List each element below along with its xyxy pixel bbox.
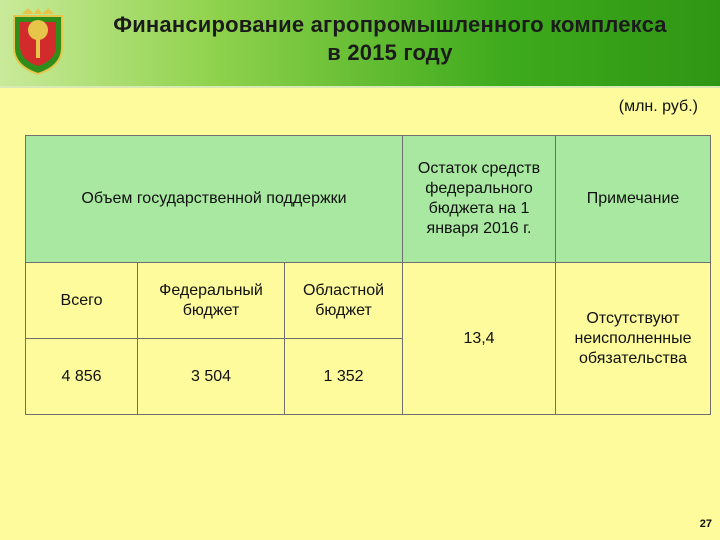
subheader-total: Всего xyxy=(26,263,138,339)
page-title-line-2: в 2015 году xyxy=(327,40,453,65)
value-remainder: 13,4 xyxy=(403,263,556,415)
value-note: Отсутствуют неисполненные обязательства xyxy=(556,263,711,415)
value-federal: 3 504 xyxy=(138,339,285,415)
funding-table xyxy=(25,135,711,415)
subheader-regional: Областной бюджет xyxy=(285,263,403,339)
page-number: 27 xyxy=(699,518,712,530)
value-regional: 1 352 xyxy=(285,339,403,415)
header-support-cell: Объем государственной поддержки xyxy=(26,136,403,263)
coat-of-arms-icon xyxy=(8,6,68,76)
subheader-federal: Федеральный бюджет xyxy=(138,263,285,339)
header-remainder-cell: Остаток средств федерального бюджета на 1 января 2016 г. xyxy=(403,136,556,263)
value-total: 4 856 xyxy=(26,339,138,415)
header-note-cell: Примечание xyxy=(556,136,711,263)
page-title-line-1: Финансирование агропромышленного комплекса xyxy=(113,12,667,37)
header-banner xyxy=(0,0,720,88)
units-label: (млн. руб.) xyxy=(618,98,698,115)
